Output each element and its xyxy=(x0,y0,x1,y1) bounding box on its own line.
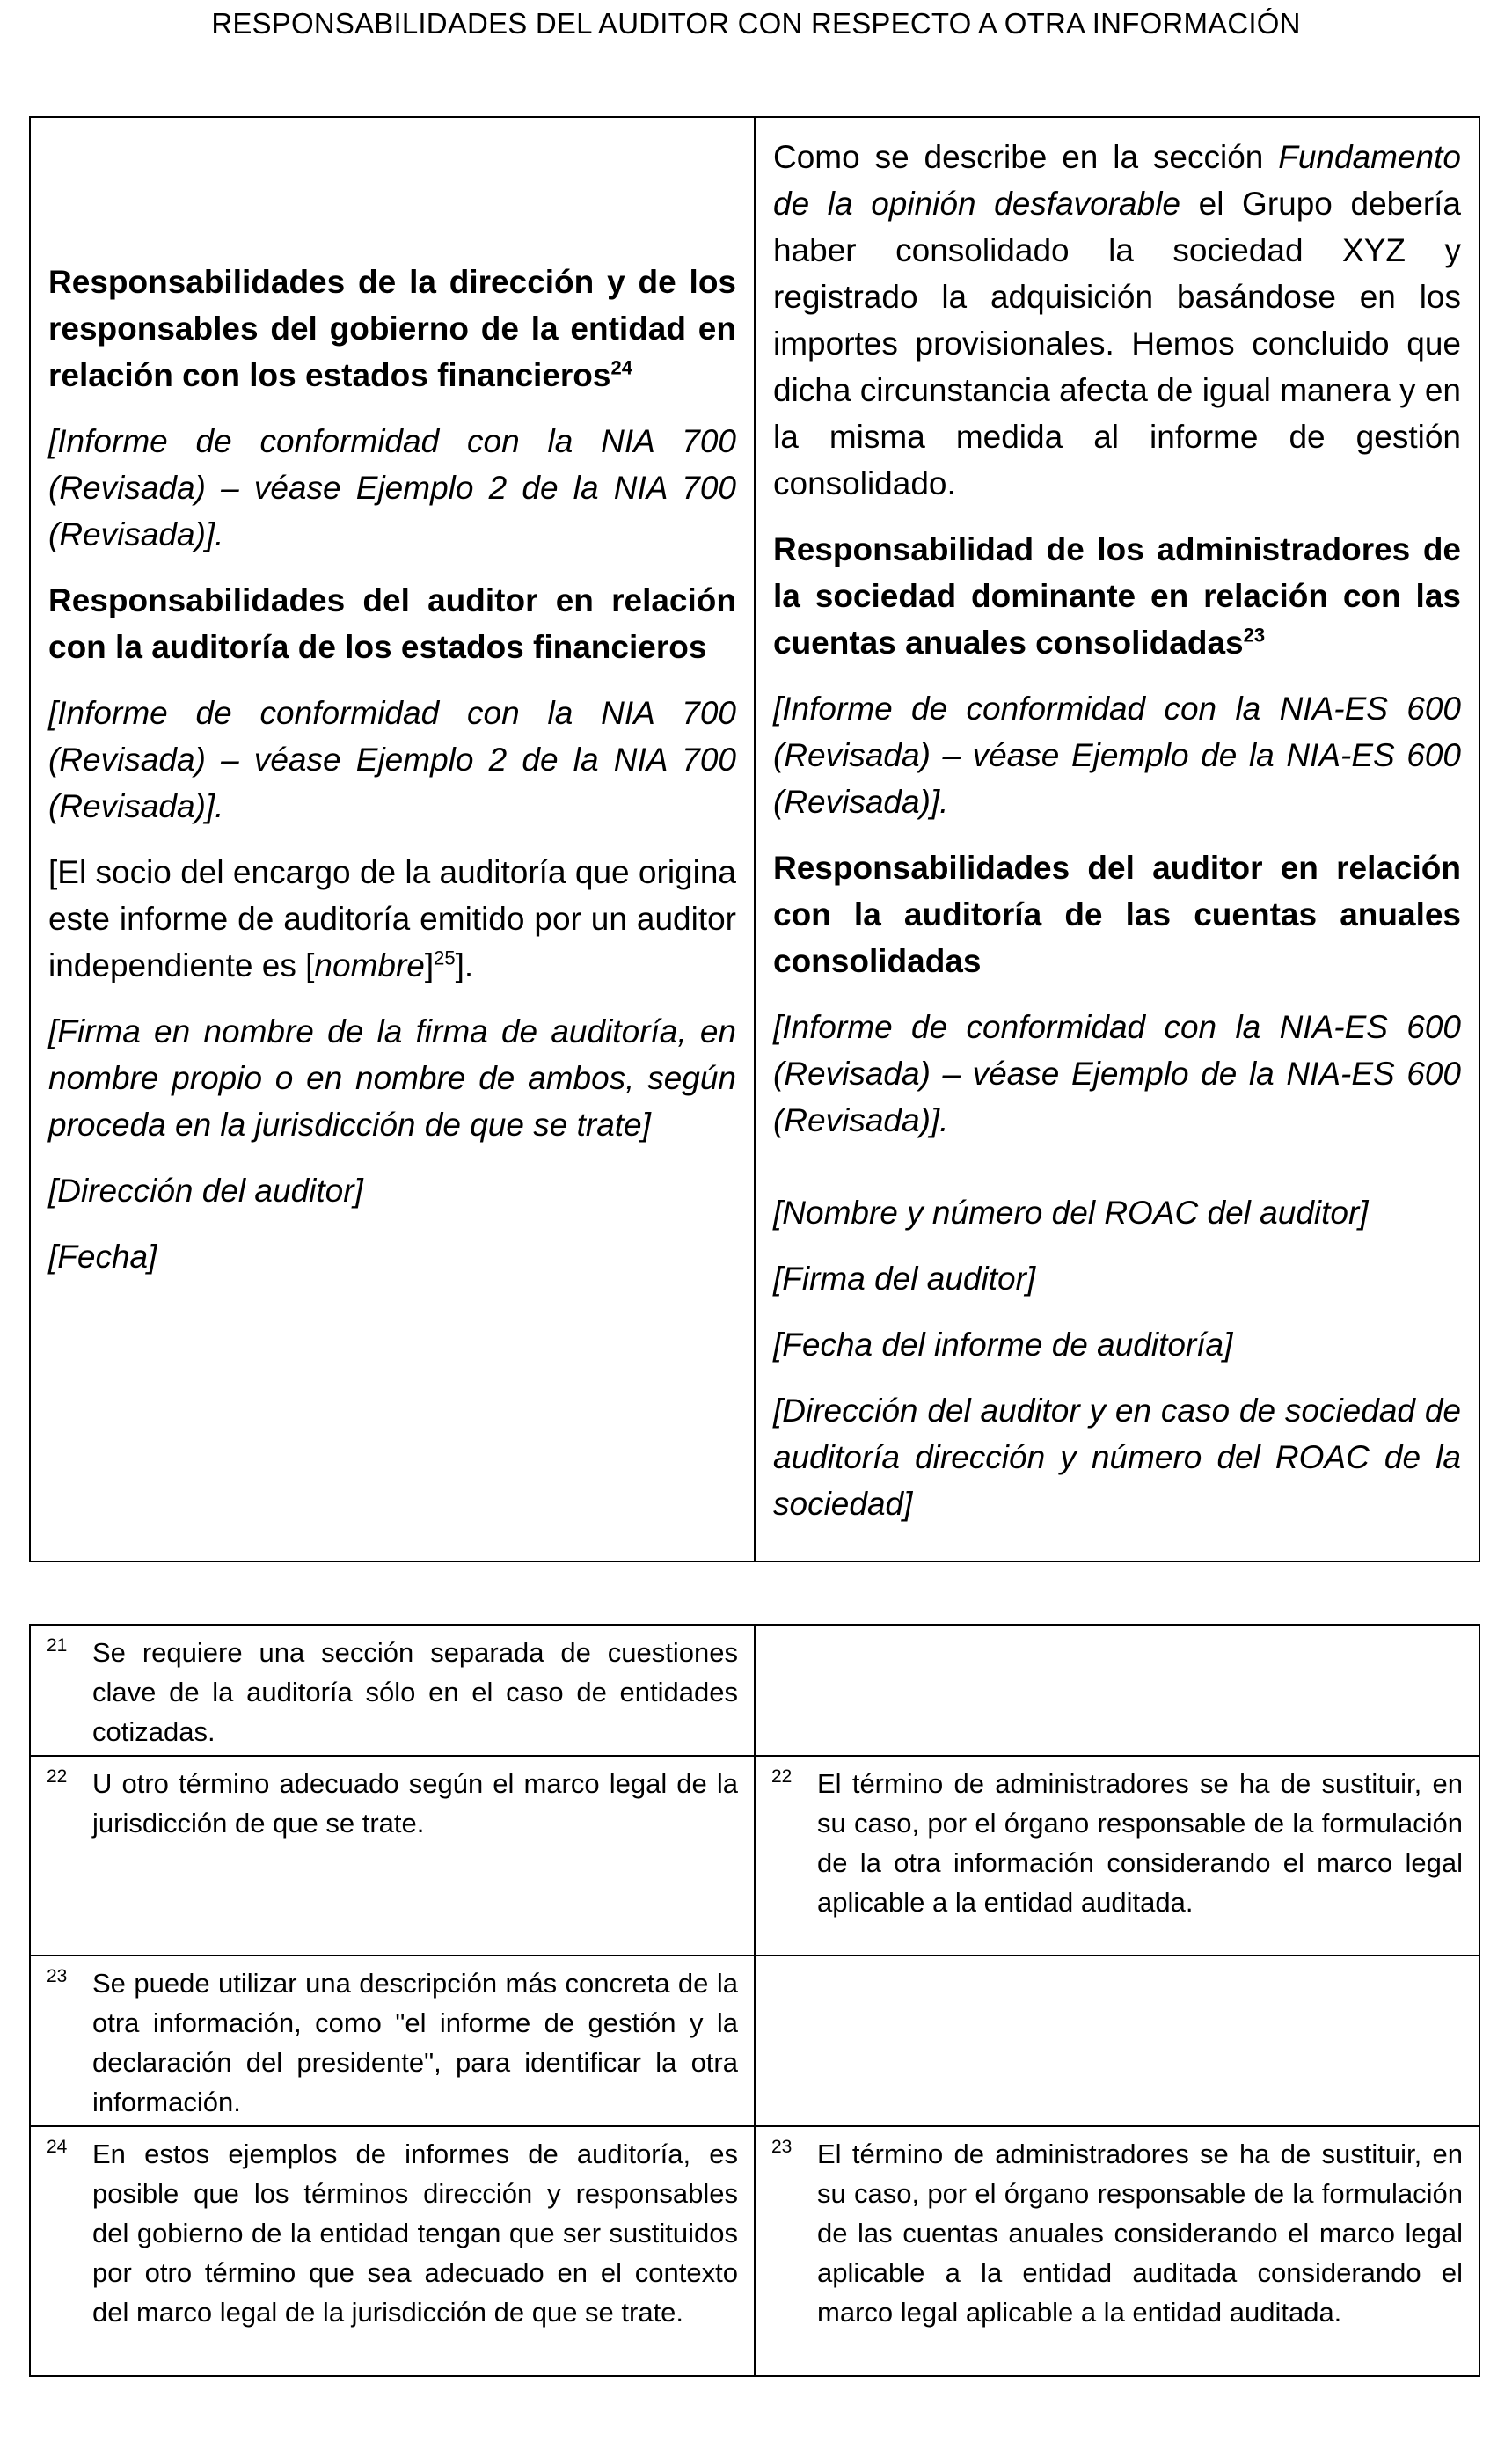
footnote-cell xyxy=(30,1625,755,1756)
left-heading-2: Responsabilidades del auditor en relación con la auditoría de los estados financieros xyxy=(48,582,736,665)
left-paragraph-2: [Informe de conformidad con la NIA 700 (Revisada) – véase Ejemplo 2 de la NIA 700 (Revisada)]. xyxy=(48,695,736,824)
right-paragraph-6: [Fecha del informe de auditoría] xyxy=(773,1327,1233,1363)
footnote-ref: 24 xyxy=(610,356,632,379)
footnote-number: 23 xyxy=(47,1966,68,1986)
right-column xyxy=(755,117,1479,1561)
footnote-cell xyxy=(30,1956,755,2126)
left-heading-1: Responsabilidades de la dirección y de los responsables del gobierno de la entidad en relación con los estados financieros$^{24}$ xyxy=(48,264,736,393)
footnote-cell xyxy=(30,1756,755,1956)
footnote-text: En estos ejemplos de informes de auditoría, es posible que los términos dirección y responsables del gobierno de la entidad tengan que ser sustituidos por otro término que sea adecuado en el contexto del marco legal de la jurisdicción de que se trate. xyxy=(92,2139,738,2328)
left-paragraph-6: [Fecha] xyxy=(48,1239,157,1275)
footnote-number: 22 xyxy=(771,1766,793,1787)
footnote-cell xyxy=(755,1756,1479,1956)
left-column xyxy=(30,117,755,1561)
left-paragraph-1: [Informe de conformidad con la NIA 700 (Revisada) – véase Ejemplo 2 de la NIA 700 (Revisada)]. xyxy=(48,423,736,552)
footnote-cell xyxy=(755,1956,1479,2126)
footnote-cell xyxy=(30,2126,755,2376)
footnote-ref: 23 xyxy=(1243,624,1266,647)
footnote-text: El término de administradores se ha de sustituir, en su caso, por el órgano responsable de la formulación de la otra información considerando el marco legal aplicable a la entidad auditada. xyxy=(817,1768,1463,1918)
page-header: RESPONSABILIDADES DEL AUDITOR CON RESPECTO A OTRA INFORMACIÓN xyxy=(211,7,1301,40)
footnote-text: Se puede utilizar una descripción más concreta de la otra información, como "el informe de gestión y la declaración del presidente", para identificar la otra información. xyxy=(92,1968,738,2117)
footnotes-table xyxy=(29,1624,1480,2377)
right-heading-2: Responsabilidades del auditor en relación con la auditoría de las cuentas anuales consolidadas xyxy=(773,850,1461,979)
footnote-text: Se requiere una sección separada de cuestiones clave de la auditoría sólo en el caso de entidades cotizadas. xyxy=(92,1637,738,1747)
footnote-number: 23 xyxy=(771,2137,793,2157)
left-paragraph-3: [El socio del encargo de la auditoría que origina este informe de auditoría emitido por un auditor independiente es [nombre]$^{25}$]. xyxy=(48,854,736,983)
footnote-cell xyxy=(755,2126,1479,2376)
footnote-text: U otro término adecuado según el marco legal de la jurisdicción de que se trate. xyxy=(92,1768,738,1839)
right-paragraph-2: [Informe de conformidad con la NIA-ES 600 (Revisada) – véase Ejemplo de la NIA-ES 600 (Revisada)]. xyxy=(773,691,1461,820)
footnote-number: 22 xyxy=(47,1766,68,1787)
right-paragraph-7: [Dirección del auditor y en caso de sociedad de auditoría dirección y número del ROAC de la sociedad] xyxy=(773,1393,1461,1522)
right-paragraph-1: Como se describe en la sección Fundamento de la opinión desfavorable el Grupo debería haber consolidado la sociedad XYZ y registrado la adquisición basándose en los importes provisionales. Hemos concluido que dicha circunstancia afecta de igual manera y en la misma medida al informe de gestión consolidado. xyxy=(773,139,1461,501)
right-paragraph-5: [Firma del auditor] xyxy=(773,1261,1036,1297)
right-heading-1: Responsabilidad de los administradores de la sociedad dominante en relación con las cuentas anuales consolidadas$^{23}$ xyxy=(773,531,1461,661)
right-paragraph-4: [Nombre y número del ROAC del auditor] xyxy=(773,1195,1369,1231)
left-paragraph-5: [Dirección del auditor] xyxy=(48,1173,363,1209)
main-table xyxy=(29,116,1480,1562)
right-paragraph-3: [Informe de conformidad con la NIA-ES 600 (Revisada) – véase Ejemplo de la NIA-ES 600 (Revisada)]. xyxy=(773,1009,1461,1138)
left-paragraph-4: [Firma en nombre de la firma de auditoría, en nombre propio o en nombre de ambos, según proceda en la jurisdicción de que se trate] xyxy=(48,1013,736,1143)
footnote-text: El término de administradores se ha de sustituir, en su caso, por el órgano responsable de la formulación de las cuentas anuales considerando el marco legal aplicable a la entidad auditada considerando el marco legal aplicable a la entidad auditada. xyxy=(817,2139,1463,2328)
footnote-cell xyxy=(755,1625,1479,1756)
footnote-number: 21 xyxy=(47,1635,68,1656)
footnote-number: 24 xyxy=(47,2137,68,2157)
footnote-ref: 25 xyxy=(434,947,456,969)
